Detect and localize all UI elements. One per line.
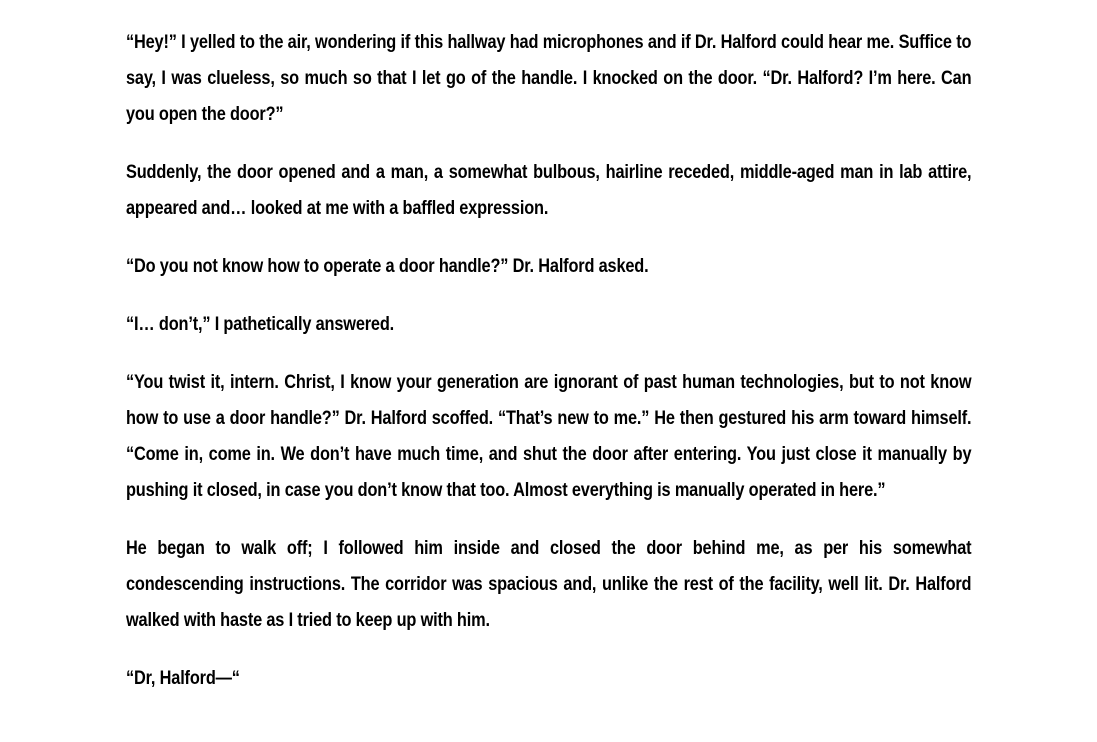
- paragraph-5: “You twist it, intern. Christ, I know your generation are ignorant of past human technologies, but to not know how to use a door handle?” Dr. Halford scoffed. “That’s new to me.” He then gestured his arm toward himself. “Come in, come in. We don’t have much time, and shut the door after entering. You just close it manually by pushing it closed, in case you don’t know that too. Almost everything is manually operated in here.”: [126, 372, 972, 501]
- document-body: [126, 25, 971, 719]
- paragraph-1: “Hey!” I yelled to the air, wondering if this hallway had microphones and if Dr. Halford could hear me. Suffice to say, I was clueless, so much so that I let go of the handle. I knocked on the door. “Dr. Halford? I’m here. Can you open the door?”: [126, 32, 972, 125]
- paragraph-7: “Dr, Halford—“: [126, 668, 240, 689]
- paragraph-6: He began to walk off; I followed him inside and closed the door behind me, as per his somewhat condescending instructions. The corridor was spacious and, unlike the rest of the facility, well lit. Dr. Halford walked with haste as I tried to keep up with him.: [126, 538, 972, 631]
- paragraph-4: “I… don’t,” I pathetically answered.: [126, 314, 395, 335]
- paragraph-2: Suddenly, the door opened and a man, a somewhat bulbous, hairline receded, middle-aged man in lab attire, appeared and… looked at me with a baffled expression.: [126, 162, 972, 219]
- paragraph-3: “Do you not know how to operate a door handle?” Dr. Halford asked.: [126, 256, 649, 277]
